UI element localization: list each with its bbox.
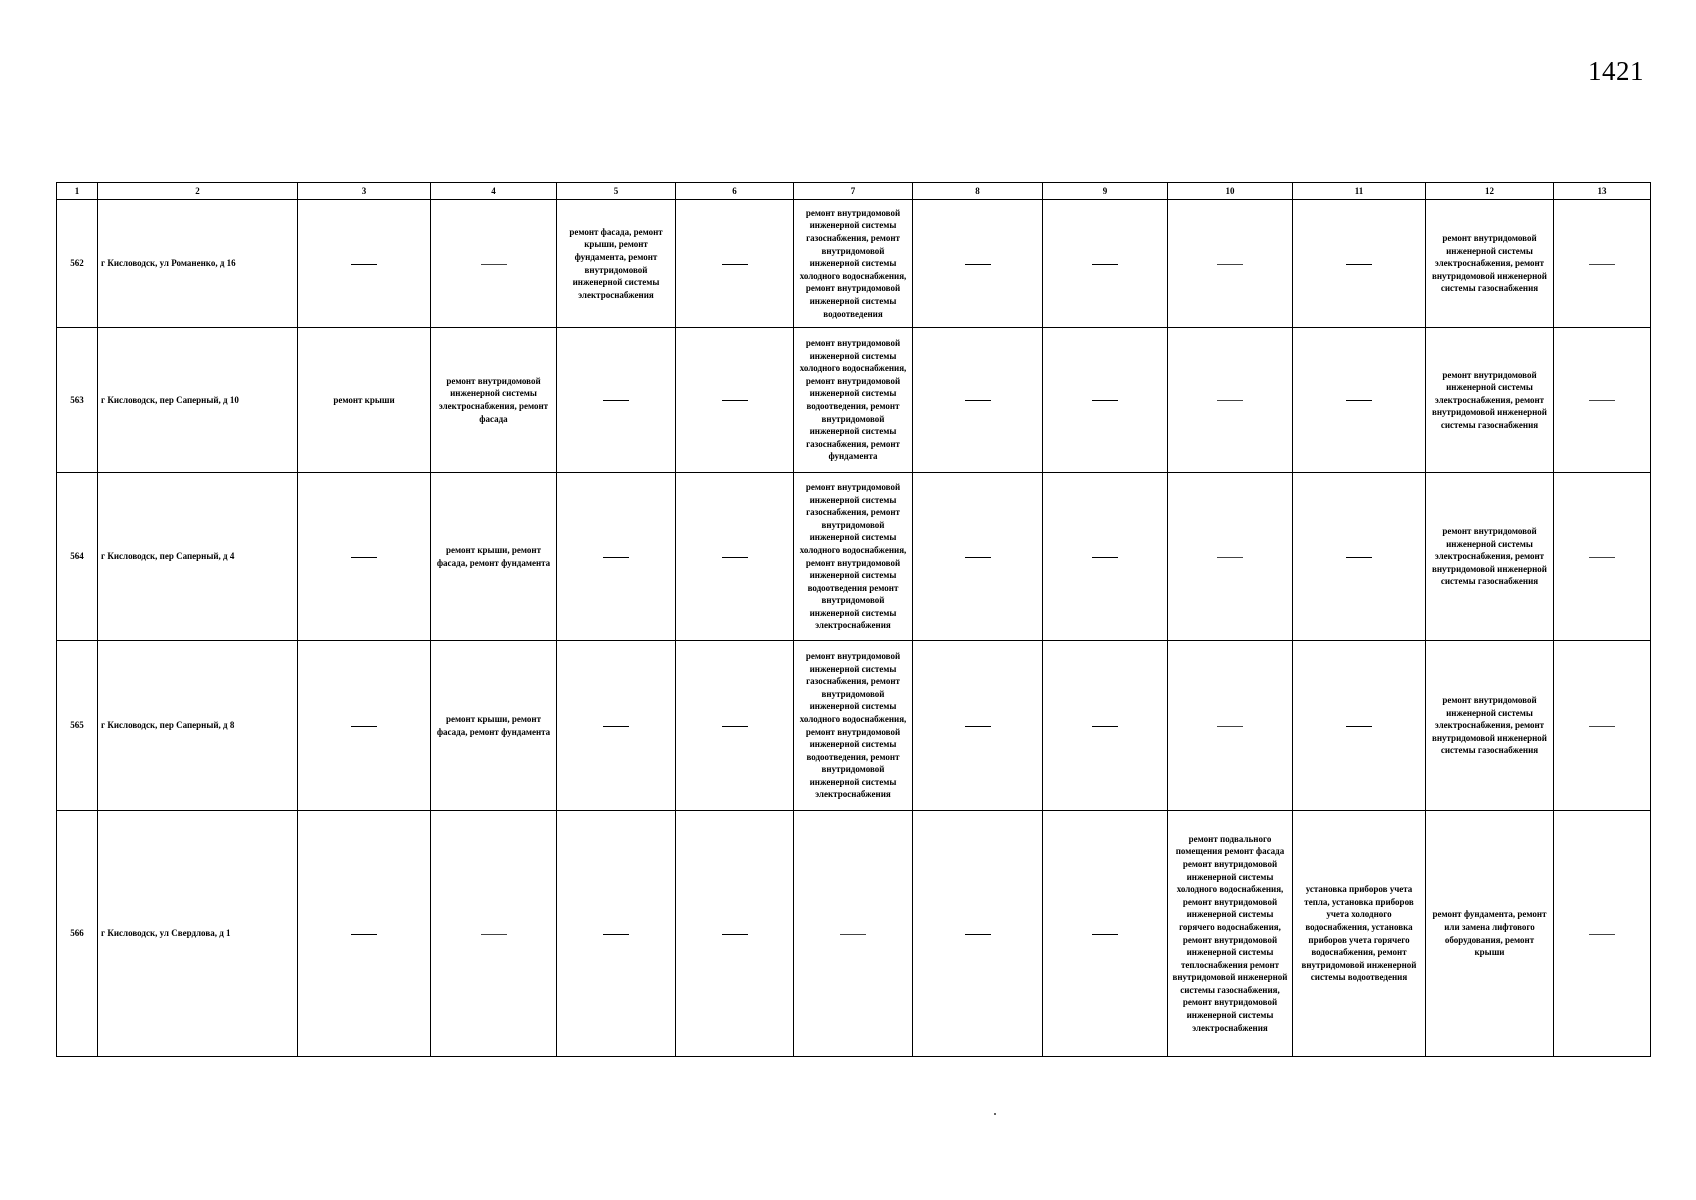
address-cell: г Кисловодск, пер Саперный, д 8: [98, 641, 298, 811]
work-cell-col-10: [1168, 811, 1293, 1057]
work-cell-col-6: [676, 473, 794, 641]
work-cell-col-6: [676, 641, 794, 811]
work-cell-col-8: [913, 641, 1043, 811]
table-row: [57, 200, 1651, 328]
empty-dash: [1589, 400, 1615, 401]
column-header: 3: [298, 183, 431, 200]
work-cell-col-13: [1554, 811, 1651, 1057]
empty-dash: [1092, 264, 1118, 265]
work-description: ремонт внутридомовой инженерной системы электроснабжения, ремонт внутридомовой инженерной системы газоснабжения: [1431, 695, 1547, 756]
work-description: ремонт подвального помещения ремонт фасада ремонт внутридомовой инженерной системы холодного водоснабжения, ремонт внутридомовой инженерной системы горячего водоснабжения, ремонт внутридомовой инженерной системы теплоснабжения ремонт внутридомовой инженерной системы газоснабжения, ремонт внутридомовой инженерной системы электроснабжения: [1172, 833, 1288, 1033]
work-cell-col-12: [1426, 473, 1554, 641]
work-cell-col-12: [1426, 328, 1554, 473]
table-row: [57, 473, 1651, 641]
work-cell-col-8: [913, 200, 1043, 328]
empty-dash: [603, 557, 629, 558]
empty-dash: [965, 726, 991, 727]
column-header: 7: [794, 183, 913, 200]
column-header: 5: [557, 183, 676, 200]
empty-dash: [351, 934, 377, 935]
work-cell-col-7: [794, 200, 913, 328]
work-cell-col-13: [1554, 473, 1651, 641]
work-cell-col-4: [431, 328, 557, 473]
table-row: [57, 811, 1651, 1057]
address-cell: г Кисловодск, пер Саперный, д 10: [98, 328, 298, 473]
work-cell-col-10: [1168, 200, 1293, 328]
column-header: 6: [676, 183, 794, 200]
work-cell-col-13: [1554, 328, 1651, 473]
table-row: [57, 641, 1651, 811]
work-cell-col-10: [1168, 473, 1293, 641]
table-body: [57, 200, 1651, 1057]
empty-dash: [1092, 934, 1118, 935]
empty-dash: [1092, 557, 1118, 558]
empty-dash: [603, 400, 629, 401]
row-number: 566: [57, 811, 98, 1057]
empty-dash: [1346, 557, 1372, 558]
work-description: ремонт крыши: [333, 394, 395, 405]
work-cell-col-10: [1168, 328, 1293, 473]
repair-schedule-table: [56, 182, 1651, 1057]
work-description: ремонт внутридомовой инженерной системы электроснабжения, ремонт фасада: [438, 375, 549, 424]
empty-dash: [1217, 400, 1243, 401]
work-cell-col-6: [676, 200, 794, 328]
column-header: 11: [1293, 183, 1426, 200]
empty-dash: [840, 934, 866, 935]
work-cell-col-6: [676, 328, 794, 473]
column-header: 13: [1554, 183, 1651, 200]
empty-dash: [603, 726, 629, 727]
work-cell-col-5: [557, 328, 676, 473]
work-description: ремонт внутридомовой инженерной системы электроснабжения, ремонт внутридомовой инженерной системы газоснабжения: [1431, 369, 1547, 430]
work-cell-col-3: [298, 328, 431, 473]
work-cell-col-12: [1426, 200, 1554, 328]
empty-dash: [965, 934, 991, 935]
work-cell-col-4: [431, 473, 557, 641]
column-header: 10: [1168, 183, 1293, 200]
work-cell-col-7: [794, 473, 913, 641]
column-header: 8: [913, 183, 1043, 200]
work-cell-col-8: [913, 328, 1043, 473]
work-cell-col-5: [557, 473, 676, 641]
work-cell-col-9: [1043, 328, 1168, 473]
work-cell-col-9: [1043, 473, 1168, 641]
work-description: ремонт внутридомовой инженерной системы газоснабжения, ремонт внутридомовой инженерной системы холодного водоснабжения, ремонт внутридомовой инженерной системы водоотведения ремонт внутридомовой инженерной системы электроснабжения: [799, 481, 907, 631]
work-cell-col-7: [794, 641, 913, 811]
work-cell-col-8: [913, 473, 1043, 641]
address-cell: г Кисловодск, пер Саперный, д 4: [98, 473, 298, 641]
empty-dash: [603, 934, 629, 935]
work-description: ремонт крыши, ремонт фасада, ремонт фундамента: [436, 713, 551, 737]
row-number: 565: [57, 641, 98, 811]
row-number: 564: [57, 473, 98, 641]
row-number: 563: [57, 328, 98, 473]
empty-dash: [1589, 726, 1615, 727]
work-cell-col-5: [557, 641, 676, 811]
empty-dash: [722, 726, 748, 727]
empty-dash: [481, 934, 507, 935]
work-cell-col-10: [1168, 641, 1293, 811]
work-description: ремонт внутридомовой инженерной системы газоснабжения, ремонт внутридомовой инженерной системы холодного водоснабжения, ремонт внутридомовой инженерной системы водоотведения, ремонт внутридомовой инженерной системы электроснабжения: [799, 650, 907, 800]
work-cell-col-12: [1426, 811, 1554, 1057]
work-cell-col-7: [794, 328, 913, 473]
work-cell-col-11: [1293, 328, 1426, 473]
address-cell: г Кисловодск, ул Свердлова, д 1: [98, 811, 298, 1057]
work-cell-col-5: [557, 200, 676, 328]
empty-dash: [1589, 557, 1615, 558]
column-header: 12: [1426, 183, 1554, 200]
work-description: ремонт внутридомовой инженерной системы электроснабжения, ремонт внутридомовой инженерной системы газоснабжения: [1431, 233, 1547, 294]
empty-dash: [1346, 264, 1372, 265]
column-header: 2: [98, 183, 298, 200]
empty-dash: [722, 400, 748, 401]
address-cell: г Кисловодск, ул Романенко, д 16: [98, 200, 298, 328]
empty-dash: [722, 557, 748, 558]
empty-dash: [965, 400, 991, 401]
work-description: ремонт внутридомовой инженерной системы газоснабжения, ремонт внутридомовой инженерной системы холодного водоснабжения, ремонт внутридомовой инженерной системы водоотведения: [799, 207, 907, 319]
scan-speck: [994, 1113, 996, 1115]
column-number-row: [57, 183, 1651, 200]
empty-dash: [1217, 557, 1243, 558]
work-description: ремонт крыши, ремонт фасада, ремонт фундамента: [436, 544, 551, 568]
work-cell-col-3: [298, 473, 431, 641]
work-cell-col-12: [1426, 641, 1554, 811]
row-number: 562: [57, 200, 98, 328]
empty-dash: [351, 557, 377, 558]
work-cell-col-11: [1293, 200, 1426, 328]
work-cell-col-4: [431, 811, 557, 1057]
empty-dash: [481, 264, 507, 265]
work-cell-col-3: [298, 200, 431, 328]
empty-dash: [351, 264, 377, 265]
work-cell-col-4: [431, 200, 557, 328]
empty-dash: [1589, 264, 1615, 265]
work-cell-col-11: [1293, 473, 1426, 641]
work-cell-col-8: [913, 811, 1043, 1057]
empty-dash: [1346, 726, 1372, 727]
empty-dash: [351, 726, 377, 727]
empty-dash: [1092, 726, 1118, 727]
empty-dash: [722, 264, 748, 265]
work-cell-col-11: [1293, 811, 1426, 1057]
work-cell-col-7: [794, 811, 913, 1057]
column-header: 1: [57, 183, 98, 200]
work-cell-col-3: [298, 811, 431, 1057]
work-description: ремонт внутридомовой инженерной системы холодного водоснабжения, ремонт внутридомовой инженерной системы водоотведения, ремонт внутридомовой инженерной системы газоснабжения, ремонт фундамента: [799, 338, 907, 462]
empty-dash: [1217, 726, 1243, 727]
empty-dash: [722, 934, 748, 935]
empty-dash: [1589, 934, 1615, 935]
table-row: [57, 328, 1651, 473]
work-cell-col-6: [676, 811, 794, 1057]
column-header: 9: [1043, 183, 1168, 200]
work-description: установка приборов учета тепла, установка приборов учета холодного водоснабжения, установка приборов учета горячего водоснабжения, ремонт внутридомовой инженерной системы водоотведения: [1301, 884, 1417, 983]
column-header: 4: [431, 183, 557, 200]
work-cell-col-9: [1043, 200, 1168, 328]
work-description: ремонт фасада, ремонт крыши, ремонт фундамента, ремонт внутридомовой инженерной системы электроснабжения: [569, 226, 663, 300]
work-cell-col-11: [1293, 641, 1426, 811]
page-number: 1421: [1588, 56, 1644, 86]
work-cell-col-4: [431, 641, 557, 811]
work-cell-col-9: [1043, 641, 1168, 811]
empty-dash: [965, 557, 991, 558]
work-description: ремонт фундамента, ремонт или замена лифтового оборудования, ремонт крыши: [1432, 909, 1547, 958]
empty-dash: [1217, 264, 1243, 265]
work-cell-col-13: [1554, 200, 1651, 328]
work-cell-col-13: [1554, 641, 1651, 811]
work-description: ремонт внутридомовой инженерной системы электроснабжения, ремонт внутридомовой инженерной системы газоснабжения: [1431, 526, 1547, 587]
work-cell-col-3: [298, 641, 431, 811]
work-cell-col-5: [557, 811, 676, 1057]
empty-dash: [1346, 400, 1372, 401]
empty-dash: [965, 264, 991, 265]
empty-dash: [1092, 400, 1118, 401]
work-cell-col-9: [1043, 811, 1168, 1057]
